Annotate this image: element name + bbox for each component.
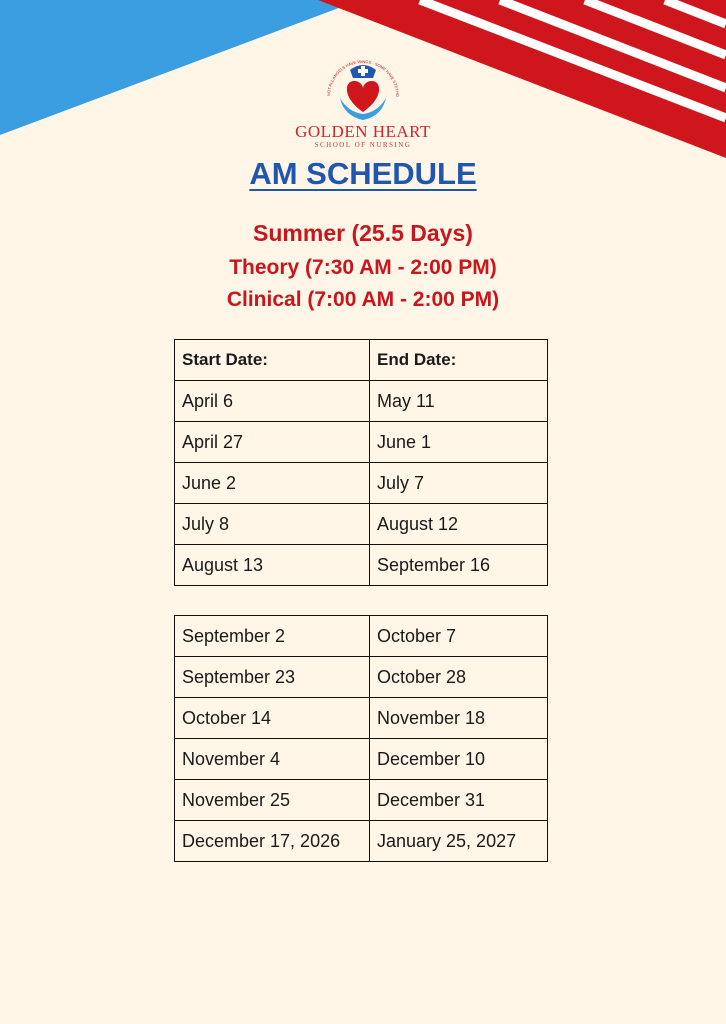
brand-subtitle: SCHOOL OF NURSING <box>314 141 412 149</box>
brand-name: GOLDEN HEART <box>295 122 431 141</box>
start-date-cell: October 14 <box>175 698 370 739</box>
table-row <box>175 422 548 463</box>
table-row <box>175 463 548 504</box>
start-date-cell: April 27 <box>175 422 370 463</box>
end-date-cell: October 7 <box>370 616 548 657</box>
start-date-cell: June 2 <box>175 463 370 504</box>
table-row <box>175 698 548 739</box>
start-date-cell: November 25 <box>175 780 370 821</box>
clinical-hours: Clinical (7:00 AM - 2:00 PM) <box>226 288 500 311</box>
table-row <box>175 780 548 821</box>
schedule-table-2 <box>174 615 548 862</box>
table-header-row <box>175 340 548 381</box>
table-row <box>175 657 548 698</box>
end-date-cell: August 12 <box>370 504 548 545</box>
start-date-cell: April 6 <box>175 381 370 422</box>
table-row <box>175 616 548 657</box>
end-date-cell: May 11 <box>370 381 548 422</box>
end-date-cell: July 7 <box>370 463 548 504</box>
table-row <box>175 504 548 545</box>
schedule-table-1 <box>174 339 548 586</box>
end-date-cell: October 28 <box>370 657 548 698</box>
start-date-header: Start Date: <box>175 340 370 381</box>
brand-motto: NOT ALL ANGELS HAVE WINGS · SOME HAVE STETHO <box>325 58 401 97</box>
table-row <box>175 381 548 422</box>
heart-icon <box>347 81 379 112</box>
start-date-cell: August 13 <box>175 545 370 586</box>
start-date-cell: December 17, 2026 <box>175 821 370 862</box>
end-date-cell: December 31 <box>370 780 548 821</box>
end-date-cell: September 16 <box>370 545 548 586</box>
end-date-cell: January 25, 2027 <box>370 821 548 862</box>
theory-hours: Theory (7:30 AM - 2:00 PM) <box>229 256 497 279</box>
start-date-cell: September 2 <box>175 616 370 657</box>
start-date-cell: September 23 <box>175 657 370 698</box>
start-date-cell: November 4 <box>175 739 370 780</box>
table-row <box>175 545 548 586</box>
start-date-cell: July 8 <box>175 504 370 545</box>
table-row <box>175 739 548 780</box>
end-date-cell: November 18 <box>370 698 548 739</box>
end-date-header: End Date: <box>370 340 548 381</box>
school-logo <box>320 50 406 130</box>
end-date-cell: June 1 <box>370 422 548 463</box>
blue-corner-shape <box>0 0 360 135</box>
end-date-cell: December 10 <box>370 739 548 780</box>
table-row <box>175 821 548 862</box>
summer-heading: Summer (25.5 Days) <box>253 220 473 246</box>
page-title: AM SCHEDULE <box>249 156 477 191</box>
